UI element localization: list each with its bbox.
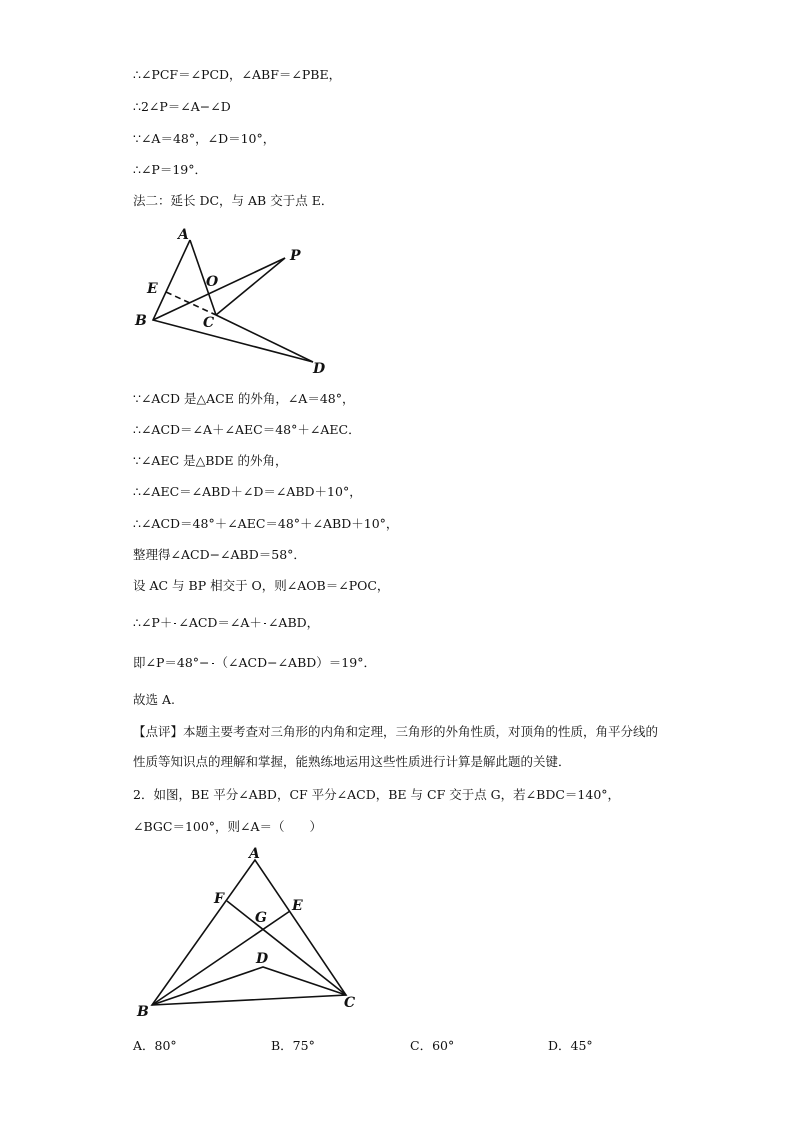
text-line-6: ∵∠ACD 是△ACE 的外角，∠A＝48°， [133, 391, 355, 406]
figure-2 [130, 840, 370, 1025]
fraction-numerator [212, 663, 214, 664]
fig1-label-C: C [203, 315, 215, 331]
text-line-15: 故选 A. [133, 692, 175, 707]
option-d[interactable]: D．45° [548, 1038, 593, 1053]
fig2-label-C: C [344, 995, 356, 1011]
fraction-half [212, 663, 214, 664]
fig2-triangle-ABC [152, 860, 346, 1005]
text-line-11: 整理得∠ACD−∠ABD＝58°． [133, 547, 306, 562]
fig2-label-E: E [292, 898, 303, 914]
text-line-9: ∴∠AEC＝∠ABD＋∠D＝∠ABD＋10°， [133, 484, 362, 499]
fig1-segment-CP [216, 258, 285, 315]
fig2-label-B: B [137, 1004, 149, 1020]
question-2-line-1: 2．如图，BE 平分∠ABD，CF 平分∠ACD，BE 与 CF 交于点 G，若∠BDC＝140°， [133, 787, 621, 802]
line14-part-b: （∠ACD−∠ABD）＝19°． [215, 655, 376, 670]
text-line-2: ∴2∠P＝∠A−∠D [133, 99, 231, 114]
fig2-segment-BE [152, 911, 290, 1005]
fig1-label-D: D [313, 361, 326, 377]
fig1-segment-CD [216, 315, 313, 362]
option-a[interactable]: A．80° [133, 1038, 177, 1053]
comment-paragraph: 【点评】本题主要考查对三角形的内角和定理，三角形的外角性质，对顶角的性质，角平分线的性质等知识点的理解和掌握，能熟练地运用这些性质进行计算是解此题的关键． [133, 724, 659, 769]
figure-1 [120, 220, 340, 380]
text-line-4: ∴∠P＝19°． [133, 162, 207, 177]
option-c[interactable]: C．60° [410, 1038, 455, 1053]
fraction-numerator [174, 623, 176, 624]
fig2-segment-CF [227, 901, 346, 995]
option-b[interactable]: B．75° [271, 1038, 315, 1053]
fig1-label-P: P [290, 248, 301, 264]
line13-part-a: ∴∠P＋ [133, 615, 173, 630]
line14-part-a: 即∠P＝48°− [133, 655, 210, 670]
line13-part-c: ∠ABD， [267, 615, 320, 630]
fig1-label-E: E [147, 281, 158, 297]
text-line-10: ∴∠ACD＝48°＋∠AEC＝48°＋∠ABD＋10°， [133, 516, 399, 531]
text-line-7: ∴∠ACD＝∠A＋∠AEC＝48°＋∠AEC． [133, 422, 361, 437]
text-line-3: ∵∠A＝48°，∠D＝10°， [133, 131, 276, 146]
question-2-line-2: ∠BGC＝100°，则∠A＝（ ） [133, 819, 323, 834]
fig1-label-A: A [178, 227, 189, 243]
text-line-12: 设 AC 与 BP 相交于 O，则∠AOB＝∠POC， [133, 578, 390, 593]
text-line-8: ∵∠AEC 是△BDE 的外角， [133, 453, 288, 468]
fig2-label-G: G [255, 910, 267, 926]
fraction-half [264, 623, 266, 624]
line13-part-b: ∠ACD＝∠A＋ [178, 615, 262, 630]
text-line-13 [133, 608, 319, 638]
fig1-segment-BP [153, 258, 285, 320]
fig2-label-A: A [249, 846, 260, 862]
fraction-numerator [264, 623, 266, 624]
text-line-14 [133, 648, 376, 678]
fig2-label-F: F [214, 891, 224, 907]
fig1-label-B: B [135, 313, 147, 329]
fig1-label-O: O [206, 274, 219, 290]
text-line-1: ∴∠PCF＝∠PCD，∠ABF＝∠PBE， [133, 67, 342, 82]
fraction-half [174, 623, 176, 624]
fig2-label-D: D [256, 951, 269, 967]
text-line-5: 法二：延长 DC，与 AB 交于点 E． [133, 193, 334, 208]
